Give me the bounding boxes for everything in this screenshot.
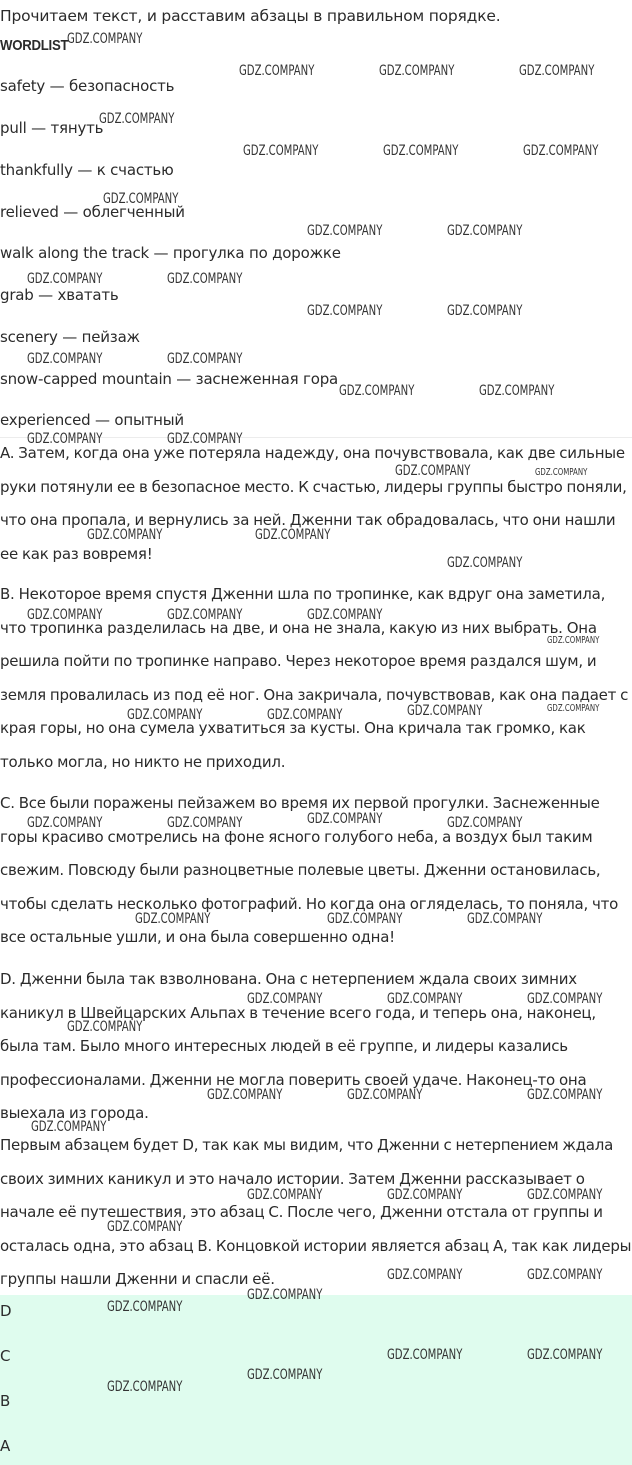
watermark-text: GDZ.COMPANY [447,223,523,239]
watermark-text: GDZ.COMPANY [107,1379,183,1395]
watermark-text: GDZ.COMPANY [247,1367,323,1383]
watermark-text: GDZ.COMPANY [479,383,555,399]
watermark-text: GDZ.COMPANY [519,63,595,79]
watermark-text: GDZ.COMPANY [27,431,103,447]
watermark-text: GDZ.COMPANY [527,991,603,1007]
watermark-text: GDZ.COMPANY [127,707,203,723]
watermark-text: GDZ.COMPANY [167,607,243,623]
watermark-text: GDZ.COMPANY [447,303,523,319]
wordlist-item: relieved — облегченный [0,203,185,221]
watermark-text: GDZ.COMPANY [547,703,600,714]
explanation-paragraph: Первым абзацем будет D, так как мы видим, что Дженни с нетерпением ждала своих зимних каникул и это начало истории. Затем Дженни рассказывает о начале её путешествия, это абзац С. После чего, Дженни отстала от группы и осталась одна, это абзац B. Концовкой истории является абзац A, так как лидеры группы нашли Дженни и спасли её. [0,1136,632,1288]
watermark-text: GDZ.COMPANY [107,1219,183,1235]
watermark-text: GDZ.COMPANY [379,63,455,79]
paragraph-b: B. Некоторое время спустя Дженни шла по тропинке, как вдруг она заметила, что тропинка разделилась на две, и она не знала, какую из них выбрать. Она решила пойти по тропинке направо. Через некоторое время раздался шум, и земля провалилась из под её ног. Она закричала, почувствовав, как она падает с края горы, но она сумела ухватиться за кусты. Она кричала так громко, как только могла, но никто не приходил. [0,585,629,771]
watermark-text: GDZ.COMPANY [247,1287,323,1303]
watermark-text: GDZ.COMPANY [395,463,471,479]
watermark-text: GDZ.COMPANY [27,815,103,831]
watermark-text: GDZ.COMPANY [27,607,103,623]
watermark-text: GDZ.COMPANY [207,1087,283,1103]
wordlist-item: thankfully — к счастью [0,161,174,179]
wordlist-item: experienced — опытный [0,411,184,429]
answer-item: B [0,1392,11,1410]
paragraph-c: C. Все были поражены пейзажем во время их первой прогулки. Заснеженные горы красиво смотрелись на фоне ясного голубого неба, а воздух был таким свежим. Повсюду были разноцветные полевые цветы. Дженни остановилась, чтобы сделать несколько фотографий. Но когда она огляделась, то поняла, что все остальные ушли, и она была совершенно одна! [0,794,619,946]
watermark-text: GDZ.COMPANY [255,527,331,543]
watermark-text: GDZ.COMPANY [267,707,343,723]
watermark-text: GDZ.COMPANY [307,607,383,623]
watermark-text: GDZ.COMPANY [167,351,243,367]
watermark-text: GDZ.COMPANY [27,351,103,367]
watermark-text: GDZ.COMPANY [327,911,403,927]
watermark-text: GDZ.COMPANY [527,1347,603,1363]
watermark-text: GDZ.COMPANY [387,1267,463,1283]
watermark-text: GDZ.COMPANY [527,1187,603,1203]
watermark-text: GDZ.COMPANY [387,991,463,1007]
watermark-text: GDZ.COMPANY [447,815,523,831]
paragraph-d: D. Дженни была так взволнована. Она с нетерпением ждала своих зимних каникул в Швейцарских Альпах в течение всего года, и теперь она, наконец, была там. Было много интересных людей в её группе, и лидеры казались профессионалами. Дженни не могла поверить своей удаче. Наконец-то она выехала из города. [0,970,596,1122]
watermark-text: GDZ.COMPANY [523,143,599,159]
paragraph-a: A. Затем, когда она уже потеряла надежду, она почувствовала, как две сильные руки потянули ее в безопасное место. К счастью, лидеры группы быстро поняли, что она пропала, и вернулись за ней. Дженни так обрадовалась, что они нашли ее как раз вовремя! [0,444,627,563]
wordlist-heading: WORDLIST [0,37,69,54]
watermark-text: GDZ.COMPANY [387,1187,463,1203]
answer-item: A [0,1437,11,1455]
answer-item: D [0,1302,12,1320]
watermark-text: GDZ.COMPANY [243,143,319,159]
watermark-text: GDZ.COMPANY [67,31,143,47]
watermark-text: GDZ.COMPANY [247,1187,323,1203]
watermark-text: GDZ.COMPANY [347,1087,423,1103]
wordlist-item: snow-capped mountain — заснеженная гора [0,370,339,388]
watermark-text: GDZ.COMPANY [31,1119,107,1135]
watermark-text: GDZ.COMPANY [27,271,103,287]
wordlist-item: grab — хватать [0,286,119,304]
watermark-text: GDZ.COMPANY [167,431,243,447]
watermark-text: GDZ.COMPANY [339,383,415,399]
watermark-text: GDZ.COMPANY [135,911,211,927]
watermark-text: GDZ.COMPANY [527,1267,603,1283]
watermark-text: GDZ.COMPANY [527,1087,603,1103]
watermark-text: GDZ.COMPANY [307,223,383,239]
watermark-text: GDZ.COMPANY [307,303,383,319]
watermark-text: GDZ.COMPANY [307,811,383,827]
intro-text: Прочитаем текст, и расставим абзацы в правильном порядке. [0,7,501,25]
watermark-text: GDZ.COMPANY [547,635,600,646]
watermark-text: GDZ.COMPANY [407,703,483,719]
answer-item: C [0,1347,11,1365]
watermark-text: GDZ.COMPANY [383,143,459,159]
watermark-text: GDZ.COMPANY [67,1019,143,1035]
wordlist-item: safety — безопасность [0,77,175,95]
wordlist [0,0,632,440]
answer-box [0,1295,632,1465]
watermark-text: GDZ.COMPANY [103,191,179,207]
watermark-text: GDZ.COMPANY [167,271,243,287]
watermark-text: GDZ.COMPANY [167,815,243,831]
wordlist-item: scenery — пейзаж [0,328,140,346]
watermark-text: GDZ.COMPANY [447,555,523,571]
watermark-text: GDZ.COMPANY [87,527,163,543]
wordlist-item: pull — тянуть [0,119,104,137]
watermark-text: GDZ.COMPANY [99,111,175,127]
wordlist-item: walk along the track — прогулка по дорожке [0,244,341,262]
watermark-text: GDZ.COMPANY [387,1347,463,1363]
watermark-text: GDZ.COMPANY [247,991,323,1007]
watermark-text: GDZ.COMPANY [535,467,588,478]
watermark-text: GDZ.COMPANY [107,1299,183,1315]
watermark-text: GDZ.COMPANY [467,911,543,927]
watermark-text: GDZ.COMPANY [239,63,315,79]
